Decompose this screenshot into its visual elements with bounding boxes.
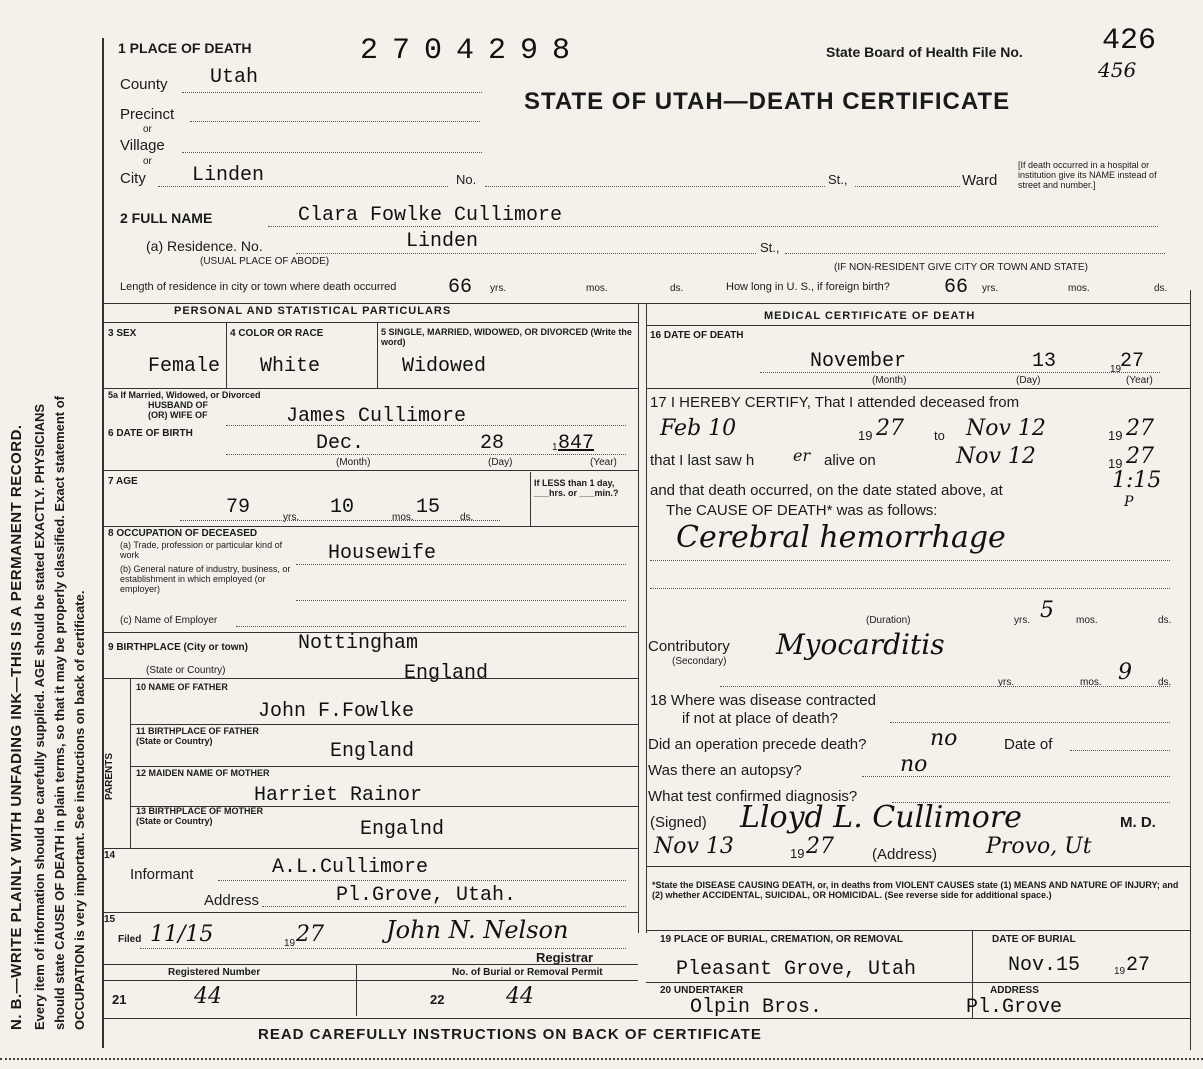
death-month-label: (Month) <box>872 375 907 386</box>
father-birthplace-label: 11 BIRTHPLACE OF FATHER (State or Country) <box>136 726 259 746</box>
contrib-ds-label: ds. <box>1158 677 1172 688</box>
duration-mos-label: mos. <box>1076 615 1098 626</box>
autopsy-value: no <box>900 752 928 777</box>
length-yrs-label: yrs. <box>490 283 507 294</box>
left-border <box>102 38 104 1048</box>
dob-label: 6 DATE OF BIRTH <box>108 428 193 439</box>
contributory-months: 9 <box>1118 660 1132 685</box>
informant-label: Informant <box>130 866 194 883</box>
age-days: 15 <box>416 496 441 519</box>
death-day-label: (Day) <box>1016 375 1041 386</box>
informant-address-label: Address <box>204 892 260 909</box>
father-birthplace: England <box>330 740 415 763</box>
dob-day: 28 <box>480 432 505 455</box>
last-saw-date: Nov 12 <box>956 444 1036 469</box>
right-border <box>1190 290 1191 1050</box>
cause-of-death: Cerebral hemorrhage <box>676 520 1006 555</box>
attended-to-year: 27 <box>1126 416 1154 441</box>
spouse-value: James Cullimore <box>286 405 467 428</box>
dob-year-prefix: 1 <box>552 442 558 453</box>
registrar-label: Registrar <box>536 950 594 965</box>
full-name-value: Clara Fowlke Cullimore <box>298 204 563 227</box>
death-month: November <box>810 350 907 373</box>
physician-address-label: (Address) <box>872 846 938 863</box>
personal-heading: PERSONAL AND STATISTICAL PARTICULARS <box>174 305 452 317</box>
birthplace-label: 9 BIRTHPLACE (City or town) <box>108 642 248 653</box>
residence-sub-label: (USUAL PLACE OF ABODE) <box>200 256 330 267</box>
us-ds-label: ds. <box>1154 283 1168 294</box>
side-instruction-1: N. B.—WRITE PLAINLY WITH UNFADING INK—THIS IS A PERMANENT RECORD. <box>8 424 25 1030</box>
undertaker-address-label: ADDRESS <box>990 985 1039 996</box>
certificate-title: STATE OF UTAH—DEATH CERTIFICATE <box>524 88 1011 115</box>
employer-label: (c) Name of Employer <box>120 615 218 626</box>
spouse-label-1: 5a If Married, Widowed, or Divorced <box>108 390 261 400</box>
mother-birthplace-label: 13 BIRTHPLACE OF MOTHER (State or Country) <box>136 806 264 826</box>
us-mos-label: mos. <box>1068 283 1090 294</box>
registered-number: 44 <box>194 984 222 1009</box>
duration-yrs-label: yrs. <box>1014 615 1031 626</box>
burial-date-label: DATE OF BURIAL <box>992 934 1076 945</box>
side-instruction-3: should state CAUSE OF DEATH in plain terms, so that it may be properly classified. Exact statement of <box>52 395 67 1030</box>
physician-address: Provo, Ut <box>986 834 1092 859</box>
occupation-value: Housewife <box>328 542 437 565</box>
cause-footnote: *State the DISEASE CAUSING DEATH, or, in deaths from VIOLENT CAUSES state (1) MEANS AND NATURE OF INJURY; and (2) whether ACCIDENTAL, SUICIDAL, OR HOMICIDAL. (See reverse side for additional space.) <box>652 880 1179 900</box>
us-length-label: How long in U. S., if foreign birth? <box>726 281 890 293</box>
dob-year-label: (Year) <box>590 457 617 468</box>
signed-label: (Signed) <box>650 814 707 831</box>
age-years: 79 <box>226 496 251 519</box>
duration-months: 5 <box>1040 598 1054 623</box>
disease-contracted-label: 18 Where was disease contracted <box>650 692 876 709</box>
filed-year: 27 <box>296 922 324 947</box>
color-label: 4 COLOR OR RACE <box>230 328 324 339</box>
permit-no-label: 22 <box>430 992 445 1007</box>
registered-number-label: Registered Number <box>168 967 261 978</box>
marital-value: Widowed <box>402 355 487 378</box>
undertaker-address: Pl.Grove <box>966 996 1063 1019</box>
death-time: 1:15 <box>1112 468 1162 493</box>
signature-year: 27 <box>806 834 834 859</box>
or-label-2: or <box>143 156 152 167</box>
age-label: 7 AGE <box>108 476 138 487</box>
sig-year-prefix: 19 <box>790 846 805 861</box>
nonresident-label: (IF NON-RESIDENT GIVE CITY OR TOWN AND STATE) <box>834 262 1088 273</box>
to-label: to <box>934 428 945 443</box>
operation-label: Did an operation precede death? <box>648 736 867 753</box>
side-instruction-4: OCCUPATION is very important. See instructions on back of certificate. <box>72 590 87 1030</box>
operation-value: no <box>930 726 958 751</box>
father-name: John F.Fowlke <box>258 700 415 723</box>
undertaker-label: 20 UNDERTAKER <box>660 985 744 996</box>
length-ds-label: ds. <box>670 283 684 294</box>
death-year-label: (Year) <box>1126 375 1153 386</box>
death-occurred-label: and that death occurred, on the date stated above, at <box>650 482 1003 499</box>
duration-ds-label: ds. <box>1158 615 1172 626</box>
burial-place-label: 19 PLACE OF BURIAL, CREMATION, OR REMOVAL <box>660 934 903 945</box>
undertaker-value: Olpin Bros. <box>690 996 823 1019</box>
reg-no-label: 21 <box>112 992 127 1007</box>
file-number: 426 <box>1102 24 1157 58</box>
death-year: 27 <box>1120 350 1145 373</box>
informant-number: 14 <box>104 850 116 861</box>
test-confirmed-label: What test confirmed diagnosis? <box>648 788 858 805</box>
bottom-edge <box>0 1058 1203 1060</box>
registrar-signature: John N. Nelson <box>386 916 569 944</box>
last-saw-her: er <box>793 446 811 465</box>
dob-month-label: (Month) <box>336 457 371 468</box>
parents-label: PARENTS <box>104 752 115 800</box>
full-name-label: 2 FULL NAME <box>120 210 213 226</box>
certify-statement: 17 I HEREBY CERTIFY, That I attended deceased from <box>650 394 1020 411</box>
date-of-death-label: 16 DATE OF DEATH <box>650 330 744 341</box>
mother-name: Harriet Rainor <box>254 784 423 807</box>
birthplace-country: England <box>404 662 489 685</box>
burial-year: 27 <box>1126 954 1151 977</box>
marital-label: 5 SINGLE, MARRIED, WIDOWED, OR DIVORCED (Write the word) <box>381 327 632 347</box>
attended-from-year: 27 <box>876 416 904 441</box>
md-label: M. D. <box>1120 814 1156 831</box>
village-label: Village <box>120 137 165 154</box>
dob-year: 847 <box>558 432 595 455</box>
side-instruction-2: Every item of information should be carefully supplied. AGE should be stated EXACTLY. PHYSICIANS <box>32 403 47 1030</box>
attended-from: Feb 10 <box>660 416 737 441</box>
burial-permit-number: 44 <box>506 984 534 1009</box>
contrib-mos-label: mos. <box>1080 677 1102 688</box>
autopsy-label: Was there an autopsy? <box>648 762 802 779</box>
age-mos-label: mos. <box>392 512 414 523</box>
operation-date-label: Date of <box>1004 736 1053 753</box>
file-number-label: State Board of Health File No. <box>826 44 1023 60</box>
filed-number: 15 <box>104 914 116 925</box>
alive-on-label: alive on <box>824 452 876 469</box>
us-yrs-label: yrs. <box>982 283 999 294</box>
duration-label: (Duration) <box>866 615 911 626</box>
county-label: County <box>120 76 168 93</box>
secondary-label: (Secondary) <box>672 656 727 667</box>
death-year-prefix: 19 <box>1110 364 1122 375</box>
file-number-handwritten: 456 <box>1098 58 1137 82</box>
residence-value: Linden <box>406 230 479 253</box>
occupation-a-label: (a) Trade, profession or particular kind of work <box>120 540 283 560</box>
age-months: 10 <box>330 496 355 519</box>
burial-place: Pleasant Grove, Utah <box>676 958 917 981</box>
age-ds-label: ds. <box>460 512 474 523</box>
residence-label: (a) Residence. No. <box>146 238 263 254</box>
residence-length-yrs: 66 <box>448 276 473 299</box>
burial-year-prefix: 19 <box>1114 966 1126 977</box>
medical-heading: MEDICAL CERTIFICATE OF DEATH <box>764 310 976 322</box>
us-length-yrs: 66 <box>944 276 969 299</box>
filed-label: Filed <box>118 934 142 945</box>
birthplace-city: Nottingham <box>298 632 419 655</box>
occupation-label: 8 OCCUPATION OF DECEASED <box>108 528 258 539</box>
disease-contracted-label-2: if not at place of death? <box>682 710 838 727</box>
age-yrs-label: yrs. <box>283 512 300 523</box>
city-label: City <box>120 170 146 187</box>
dob-day-label: (Day) <box>488 457 513 468</box>
mother-birthplace: Engalnd <box>360 818 445 841</box>
residence-length-label: Length of residence in city or town where death occurred <box>120 281 397 293</box>
signature-date: Nov 13 <box>654 834 734 859</box>
length-mos-label: mos. <box>586 283 608 294</box>
last-saw-year-prefix: 19 <box>1108 456 1123 471</box>
footer-instruction: READ CAREFULLY INSTRUCTIONS ON BACK OF CERTIFICATE <box>258 1026 762 1043</box>
color-value: White <box>260 355 321 378</box>
mother-name-label: 12 MAIDEN NAME OF MOTHER <box>136 768 270 778</box>
to-year-prefix: 19 <box>1108 428 1123 443</box>
informant-address: Pl.Grove, Utah. <box>336 884 517 907</box>
contributory-label: Contributory <box>648 638 730 655</box>
filed-year-prefix: 19 <box>284 938 296 949</box>
county-value: Utah <box>210 66 259 89</box>
burial-permit-label: No. of Burial or Removal Permit <box>452 967 603 978</box>
burial-date: Nov.15 <box>1008 954 1081 977</box>
city-st-label: St., <box>828 172 848 187</box>
physician-signature: Lloyd L. Cullimore <box>740 800 1022 835</box>
occupation-b-label: (b) General nature of industry, business, or establishment in which employed (or employer) <box>120 564 291 594</box>
dob-month: Dec. <box>316 432 365 455</box>
spouse-label <box>108 390 288 420</box>
spouse-label-2: HUSBAND OF <box>148 400 208 410</box>
city-value: Linden <box>192 164 265 187</box>
ward-note: [If death occurred in a hospital or institution give its NAME instead of street and number.] <box>1018 160 1157 190</box>
filed-date: 11/15 <box>150 922 214 947</box>
certificate-number: 2704298 <box>360 34 585 68</box>
sex-value: Female <box>148 355 221 378</box>
informant-value: A.L.Cullimore <box>272 856 429 879</box>
contributory-cause: Myocarditis <box>776 628 945 661</box>
spouse-label-3: (OR) WIFE OF <box>148 410 208 420</box>
ward-label: Ward <box>962 172 998 189</box>
residence-st-label: St., <box>760 240 780 255</box>
contrib-yrs-label: yrs. <box>998 677 1015 688</box>
birthplace-state-label: (State or Country) <box>146 665 226 676</box>
death-day: 13 <box>1032 350 1057 373</box>
place-of-death-label: 1 PLACE OF DEATH <box>118 40 252 56</box>
attended-to: Nov 12 <box>966 416 1046 441</box>
death-time-suffix: P <box>1124 494 1134 510</box>
last-saw-label: that I last saw h <box>650 452 755 469</box>
city-no-label: No. <box>456 172 477 187</box>
father-name-label: 10 NAME OF FATHER <box>136 682 228 692</box>
cause-label: The CAUSE OF DEATH* was as follows: <box>666 502 938 519</box>
last-saw-year: 27 <box>1126 444 1154 469</box>
or-label-1: or <box>143 124 152 135</box>
age-less-than-label: If LESS than 1 day, ___hrs. or ___min.? <box>534 478 619 498</box>
from-year-prefix: 19 <box>858 428 873 443</box>
precinct-label: Precinct <box>120 106 175 123</box>
sex-label: 3 SEX <box>108 328 137 339</box>
